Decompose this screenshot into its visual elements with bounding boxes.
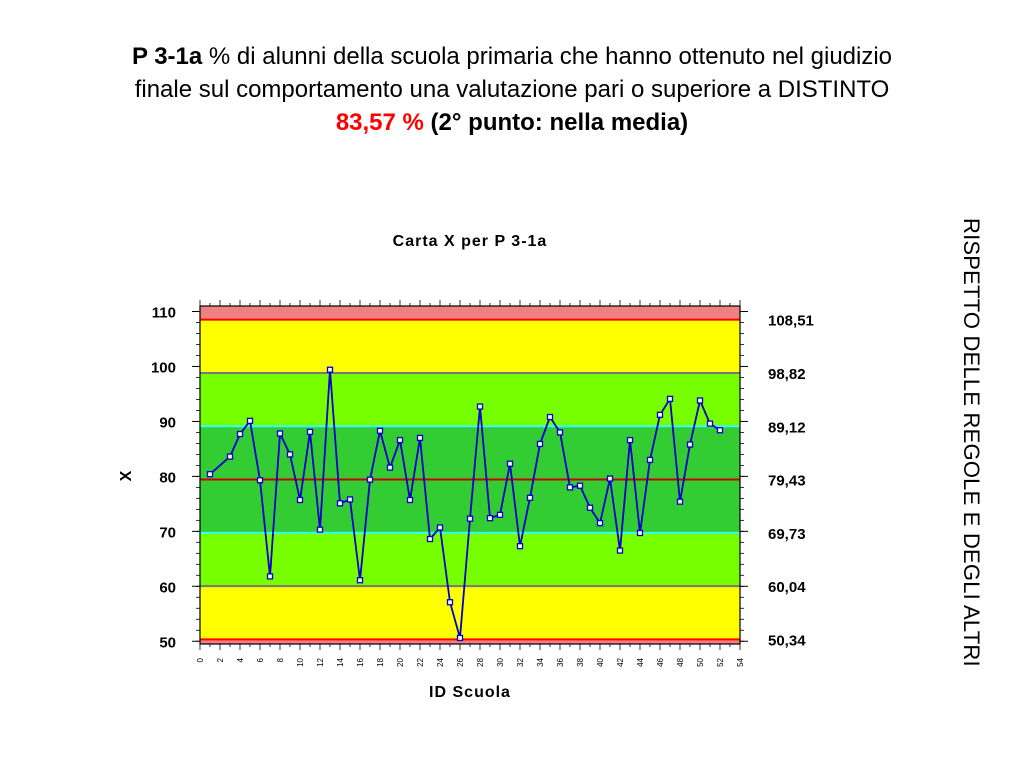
data-point xyxy=(538,441,543,446)
data-point xyxy=(578,483,583,488)
data-point xyxy=(298,498,303,503)
data-point xyxy=(268,574,273,579)
data-point xyxy=(658,412,663,417)
control-limit-labels xyxy=(768,313,814,650)
data-point xyxy=(228,454,233,459)
chart-title: Carta X per P 3-1a xyxy=(392,233,548,250)
x-tick-label-27: 54 xyxy=(736,658,745,667)
heading-line-2: finale sul comportamento una valutazione pari o superiore a DISTINTO xyxy=(134,76,890,103)
data-point xyxy=(238,432,243,437)
data-point xyxy=(638,530,643,535)
x-tick-label-4: 8 xyxy=(276,658,285,663)
x-tick-label-19: 38 xyxy=(576,658,585,667)
limit-label-3: 79,43 xyxy=(768,472,806,490)
x-tick-label-15: 30 xyxy=(496,658,505,667)
data-point xyxy=(498,512,503,517)
data-point xyxy=(648,457,653,462)
data-point xyxy=(428,537,433,542)
x-tick-label-0: 0 xyxy=(196,658,205,663)
data-point xyxy=(378,428,383,433)
data-point xyxy=(258,478,263,483)
y-tick-label-4: 90 xyxy=(159,414,176,432)
x-tick-label-3: 6 xyxy=(256,658,265,663)
x-axis-label: ID Scuola xyxy=(429,684,511,701)
y-tick-label-3: 80 xyxy=(159,469,176,487)
x-tick-label-22: 44 xyxy=(636,658,645,667)
data-point xyxy=(358,578,363,583)
data-point xyxy=(408,498,413,503)
data-point xyxy=(348,497,353,502)
data-point xyxy=(508,461,513,466)
x-tick-label-20: 40 xyxy=(596,658,605,667)
x-tick-label-14: 28 xyxy=(476,658,485,667)
zone-band-0 xyxy=(200,306,740,320)
zone-band-4 xyxy=(200,533,740,586)
data-point xyxy=(698,398,703,403)
data-point xyxy=(678,499,683,504)
zone-band-1 xyxy=(200,320,740,373)
data-point xyxy=(528,495,533,500)
zone-band-5 xyxy=(200,586,740,639)
data-point xyxy=(518,544,523,549)
data-point xyxy=(208,472,213,477)
indicator-value: 83,57 % xyxy=(335,109,424,136)
x-tick-label-12: 24 xyxy=(436,658,445,667)
data-point xyxy=(558,430,563,435)
x-tick-label-25: 50 xyxy=(696,658,705,667)
limit-label-0: 108,51 xyxy=(768,312,814,330)
limit-label-5: 60,04 xyxy=(768,579,806,597)
limit-label-1: 98,82 xyxy=(768,365,806,383)
x-tick-label-8: 16 xyxy=(356,658,365,667)
data-point xyxy=(458,635,463,640)
x-tick-label-17: 34 xyxy=(536,658,545,667)
data-point xyxy=(598,521,603,526)
y-tick-label-0: 50 xyxy=(159,634,176,652)
x-tick-label-24: 48 xyxy=(676,658,685,667)
x-tick-label-1: 2 xyxy=(216,658,225,663)
data-point xyxy=(318,527,323,532)
limit-label-6: 50,34 xyxy=(768,632,806,650)
y-axis-label: X xyxy=(118,470,135,482)
data-point xyxy=(718,428,723,433)
indicator-code: P 3-1a xyxy=(131,43,203,70)
data-point xyxy=(308,429,313,434)
y-tick-label-2: 70 xyxy=(159,524,176,542)
heading-line-1-text: % di alunni della scuola primaria che hanno ottenuto nel giudizio xyxy=(202,43,893,70)
x-tick-label-13: 26 xyxy=(456,658,465,667)
data-point xyxy=(688,442,693,447)
x-tick-label-9: 18 xyxy=(376,658,385,667)
limit-label-2: 89,12 xyxy=(768,419,806,437)
data-point xyxy=(388,465,393,470)
data-point xyxy=(668,396,673,401)
x-tick-label-11: 22 xyxy=(416,658,425,667)
data-point xyxy=(708,421,713,426)
data-point xyxy=(628,438,633,443)
data-point xyxy=(468,516,473,521)
y-tick-label-5: 100 xyxy=(150,359,176,377)
x-tick-label-21: 42 xyxy=(616,658,625,667)
data-point xyxy=(608,476,613,481)
y-tick-label-1: 60 xyxy=(159,579,176,597)
heading-line-3-text: (2° punto: nella media) xyxy=(423,109,689,136)
data-point xyxy=(398,438,403,443)
data-point xyxy=(478,404,483,409)
x-tick-label-5: 10 xyxy=(296,658,305,667)
data-point xyxy=(488,516,493,521)
limit-label-4: 69,73 xyxy=(768,525,806,543)
x-tick-label-23: 46 xyxy=(656,658,665,667)
data-point xyxy=(288,452,293,457)
data-point xyxy=(548,415,553,420)
data-point xyxy=(568,485,573,490)
chart-zones xyxy=(200,306,740,644)
data-point xyxy=(418,435,423,440)
x-tick-label-2: 4 xyxy=(236,658,245,663)
data-point xyxy=(618,548,623,553)
x-tick-label-26: 52 xyxy=(716,658,725,667)
data-point xyxy=(588,505,593,510)
data-point xyxy=(438,525,443,530)
data-point xyxy=(368,477,373,482)
side-caption xyxy=(956,218,986,738)
x-tick-label-7: 14 xyxy=(336,658,345,667)
data-point xyxy=(248,418,253,423)
x-tick-label-18: 36 xyxy=(556,658,565,667)
data-point xyxy=(278,431,283,436)
side-caption-text: RISPETTO DELLE REGOLE E DEGLI ALTRI xyxy=(959,218,984,667)
data-point xyxy=(328,367,333,372)
y-tick-label-6: 110 xyxy=(151,304,176,322)
x-tick-label-6: 12 xyxy=(316,658,325,667)
data-point xyxy=(448,600,453,605)
data-point xyxy=(338,501,343,506)
x-tick-label-16: 32 xyxy=(516,658,525,667)
x-tick-label-10: 20 xyxy=(396,658,405,667)
